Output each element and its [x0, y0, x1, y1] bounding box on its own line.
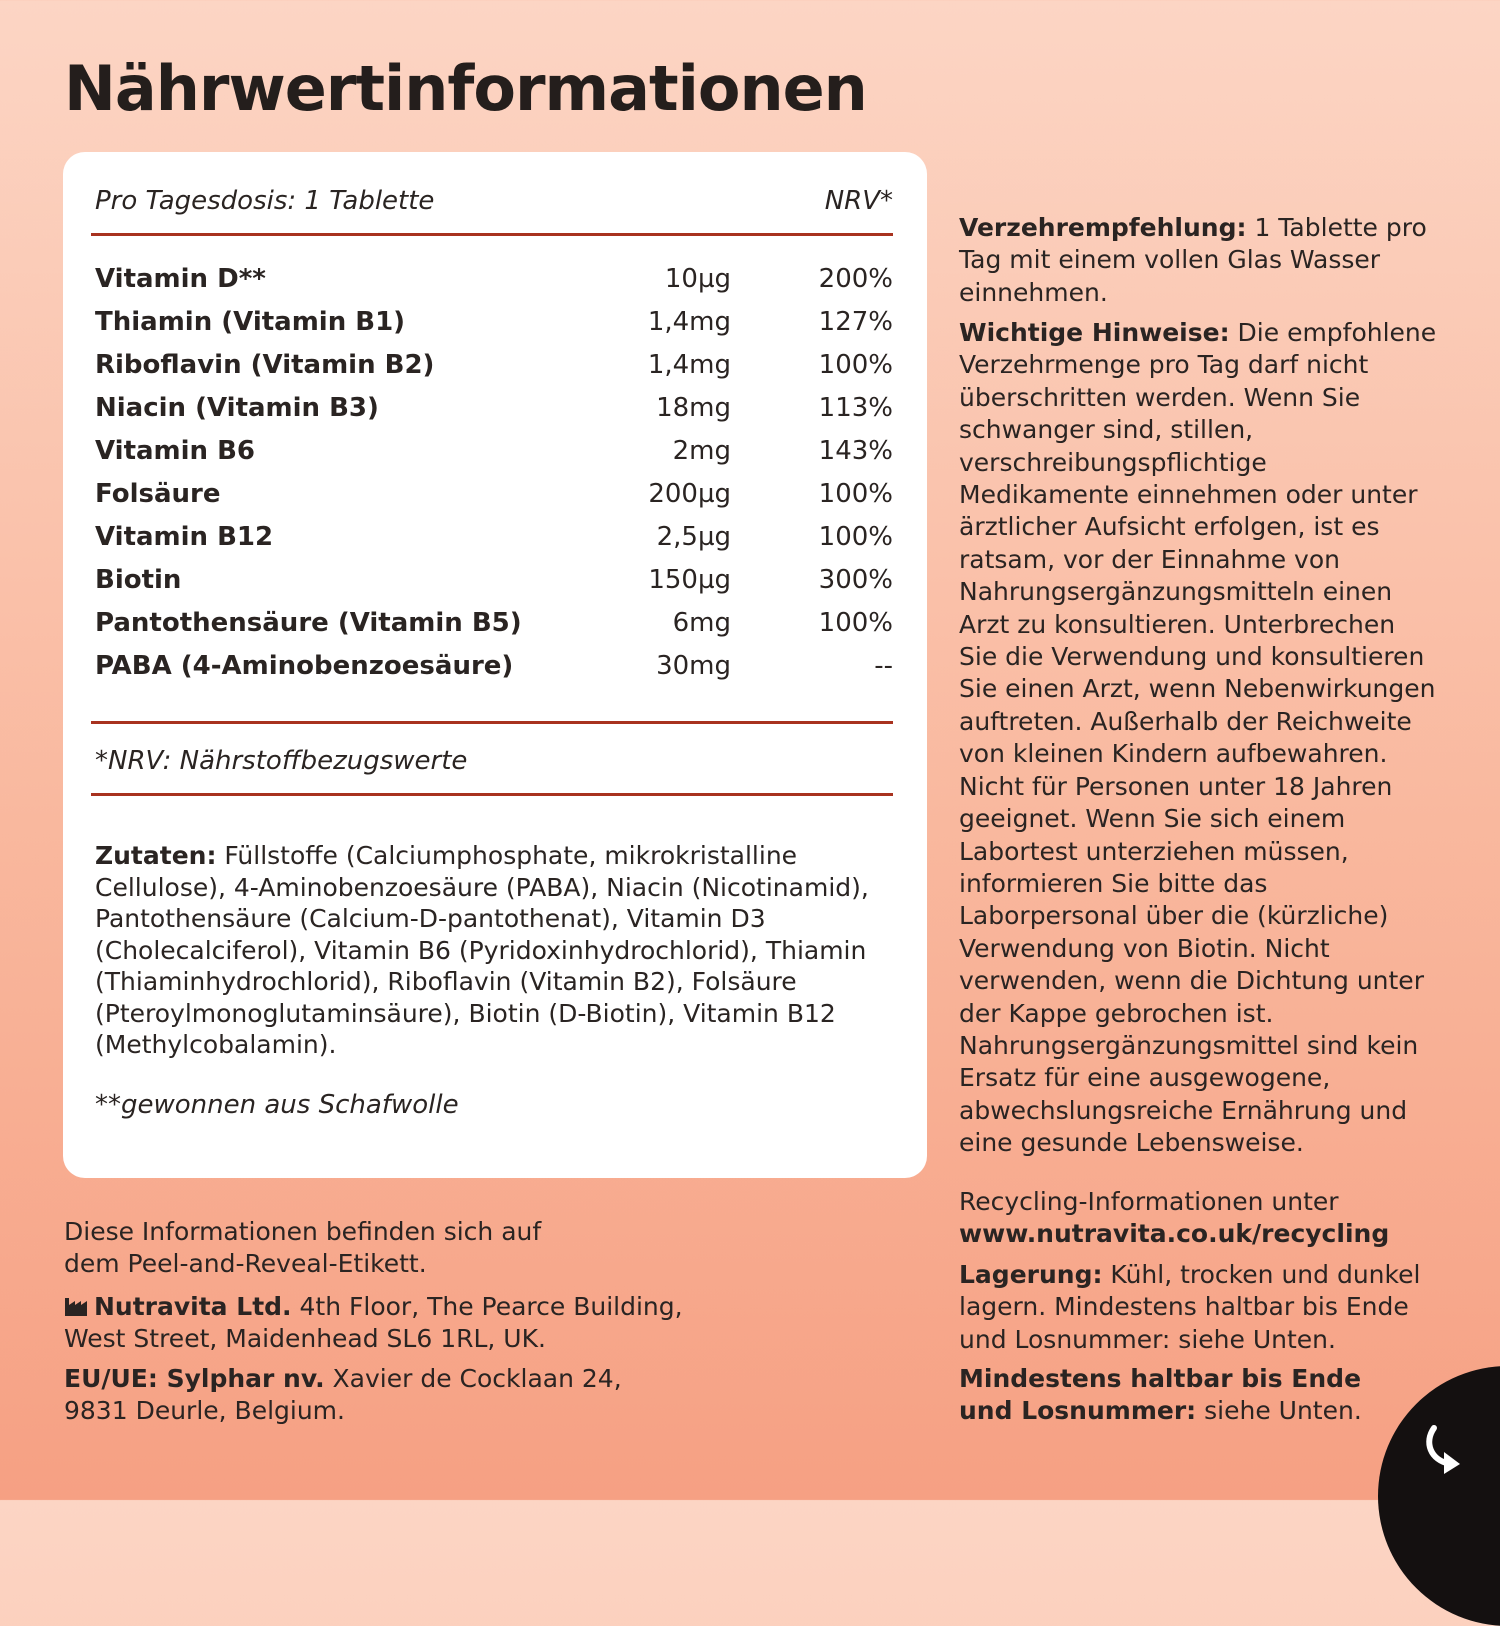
nutrient-amount: 6mg: [672, 608, 731, 638]
nutrient-name: Vitamin B12: [95, 522, 274, 552]
ingredients-text: Füllstoffe (Calciumphosphate, mikrokristalline Cellulose), 4-Aminobenzoesäure (PABA), Niacin (Nicotinamid), Pantothensäure (Calcium-D-pantothenat), Vitamin D3 (Cholecalciferol), Vitamin B6 (Pyridoxinhydrochlorid), Thiamin (Thiaminhydrochlorid), Riboflavin (Vitamin B2), Folsäure (Pteroylmonoglutaminsäure), Biotin (D-Biotin), Vitamin B12 (Methylcobalamin).: [95, 841, 869, 1059]
ingredients: [93, 840, 897, 1061]
warnings-label: Wichtige Hinweise:: [959, 318, 1230, 347]
nutrient-name: Thiamin (Vitamin B1): [95, 307, 406, 337]
divider: [91, 721, 893, 724]
dosage-info: [959, 212, 1439, 309]
best-before-text: siehe Unten.: [1196, 1396, 1362, 1426]
nutrient-name: PABA (4-Aminobenzoesäure): [95, 651, 514, 681]
nutrient-row: [93, 608, 895, 651]
corner-badge[interactable]: [1378, 1366, 1500, 1626]
divider: [91, 233, 893, 236]
best-before-label: Mindestens haltbar bis Ende und Losnummer:: [959, 1364, 1362, 1426]
recycling-link[interactable]: www.nutravita.co.uk/recycling: [959, 1219, 1390, 1249]
nutrient-nrv: 200%: [818, 264, 893, 294]
nutrient-row: [93, 264, 895, 307]
nutrient-nrv: 100%: [818, 608, 893, 638]
divider: [91, 793, 893, 796]
nutrient-nrv: --: [874, 651, 893, 681]
nutrient-nrv: 100%: [818, 479, 893, 509]
nutrient-amount: 1,4mg: [647, 350, 731, 380]
eu-representative: [64, 1363, 644, 1428]
storage-label: Lagerung:: [959, 1260, 1103, 1289]
factory-icon: [64, 1295, 90, 1317]
nutrient-name: Folsäure: [95, 479, 221, 509]
nutrient-table: [93, 264, 895, 694]
nutrient-row: [93, 393, 895, 436]
storage-text: Kühl, trocken und dunkel lagern. Mindestens haltbar bis Ende und Losnummer: siehe Unten.: [959, 1260, 1421, 1354]
page-title: Nährwertinformationen: [64, 52, 867, 125]
nutrient-name: Niacin (Vitamin B3): [95, 393, 379, 423]
nrv-footnote: *NRV: Nährstoffbezugswerte: [95, 746, 468, 776]
nutrient-amount: 10µg: [664, 264, 731, 294]
nutrient-amount: 1,4mg: [647, 307, 731, 337]
nutrient-row: [93, 350, 895, 393]
nutrient-amount: 2mg: [672, 436, 731, 466]
recycling-text: Recycling-Informationen unter: [959, 1187, 1339, 1216]
nutrient-row: [93, 565, 895, 608]
nutrient-nrv: 113%: [818, 393, 893, 423]
table-header: [93, 186, 895, 222]
nutrient-nrv: 100%: [818, 522, 893, 552]
peel-note: Diese Informationen befinden sich auf dem Peel-and-Reveal-Etikett.: [64, 1217, 542, 1279]
nutrient-name: Vitamin B6: [95, 436, 256, 466]
nutrient-row: [93, 651, 895, 694]
nutrient-name: Riboflavin (Vitamin B2): [95, 350, 435, 380]
nutrient-name: Pantothensäure (Vitamin B5): [95, 608, 522, 638]
nutrient-row: [93, 479, 895, 522]
manufacturer-info: [64, 1291, 704, 1356]
best-before-info: [959, 1363, 1389, 1428]
recycling-info: [959, 1186, 1439, 1251]
nutrient-name: Biotin: [95, 565, 182, 595]
nutrient-row: [93, 307, 895, 350]
nutrient-amount: 150µg: [648, 565, 731, 595]
ingredients-label: Zutaten:: [95, 841, 217, 870]
storage-info: [959, 1259, 1439, 1356]
nutrient-nrv: 127%: [818, 307, 893, 337]
nutrient-amount: 30mg: [656, 651, 731, 681]
wool-footnote: **gewonnen aus Schafwolle: [95, 1090, 459, 1120]
dosage-text: 1 Tablette pro Tag mit einem vollen Glas Wasser einnehmen.: [959, 213, 1427, 307]
nutrition-card: [63, 152, 927, 1178]
nutrient-amount: 200µg: [648, 479, 731, 509]
manufacturer-name: Nutravita Ltd.: [94, 1292, 292, 1321]
manufacturer-address: 4th Floor, The Pearce Building, West Street, Maidenhead SL6 1RL, UK.: [64, 1292, 683, 1354]
nutrient-nrv: 143%: [818, 436, 893, 466]
eu-address: Xavier de Cocklaan 24, 9831 Deurle, Belgium.: [64, 1364, 622, 1426]
nrv-header: NRV*: [824, 186, 893, 216]
nutrient-amount: 2,5µg: [656, 522, 731, 552]
serving-label: Pro Tagesdosis: 1 Tablette: [95, 186, 435, 216]
nutrient-amount: 18mg: [656, 393, 731, 423]
nutrient-name: Vitamin D**: [95, 264, 266, 294]
nutrient-nrv: 100%: [818, 350, 893, 380]
nutrient-row: [93, 522, 895, 565]
nutrient-row: [93, 436, 895, 479]
warnings-text: Die empfohlene Verzehrmenge pro Tag darf nicht überschritten werden. Wenn Sie schwanger sind, stillen, verschreibungspflichtige Medikamente einnehmen oder unter ärztlicher Aufsicht erfolgen, ist es ratsam, vor der Einnahme von Nahrungsergänzungsmitteln einen Arzt zu konsultieren. Unterbrechen Sie die Verwendung und konsultieren Sie einen Arzt, wenn Nebenwirkungen auftreten. Außerhalb der Reichweite von kleinen Kindern aufbewahren. Nicht für Personen unter 18 Jahren geeignet. Wenn Sie sich einem Labortest unterziehen müssen, informieren Sie bitte das Laborpersonal über die (kürzliche) Verwendung von Biotin. Nicht verwenden, wenn die Dichtung unter der Kappe gebrochen ist. Nahrungsergänzungsmittel sind kein Ersatz für eine ausgewogene, abwechslungsreiche Ernährung und eine gesunde Lebensweise.: [959, 318, 1437, 1158]
curved-arrow-icon[interactable]: [1420, 1420, 1472, 1478]
nutrient-nrv: 300%: [818, 565, 893, 595]
eu-label: EU/UE: Sylphar nv.: [64, 1364, 325, 1393]
dosage-label: Verzehrempfehlung:: [959, 213, 1247, 242]
warnings: [959, 317, 1439, 1160]
